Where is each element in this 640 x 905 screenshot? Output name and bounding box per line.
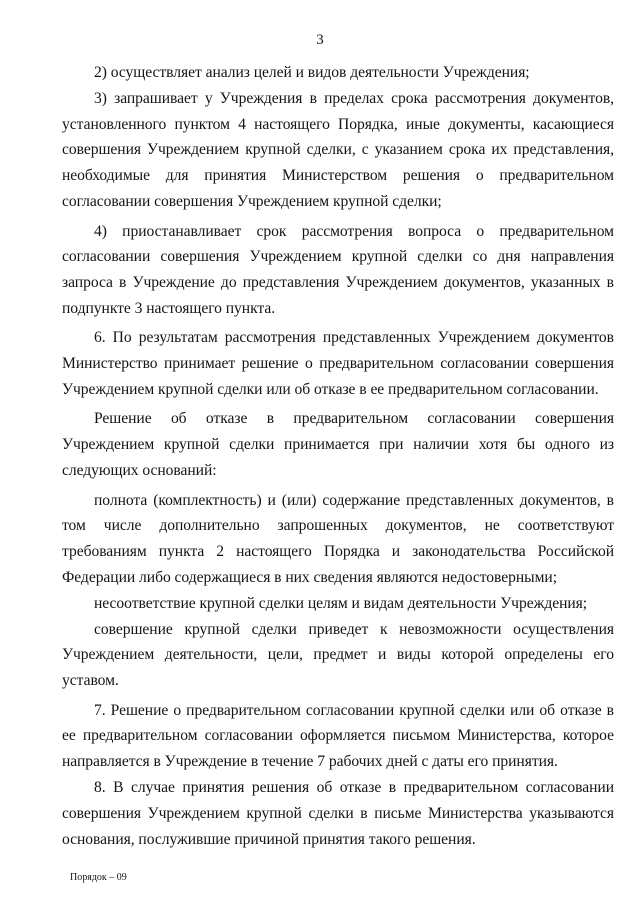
paragraph-ground-completeness: полнота (комплектность) и (или) содержание представленных документов, в том числе дополнительно запрошенных документов, не соответствуют требованиям пункта 2 настоящего Порядка и законодательства Российской Федерации либо содержащиеся в них сведения являются недостоверными;	[62, 491, 614, 586]
document-body	[62, 60, 614, 853]
paragraph-subitem-4: 4) приостанавливает срок рассмотрения вопроса о предварительном согласовании совершения Учреждением крупной сделки со дня направления запроса в Учреждение до представления Учреждением документов, указанных в подпункте 3 настоящего пункта.	[62, 222, 614, 317]
page-number: 3	[316, 32, 324, 48]
paragraph-ground-impossibility: совершение крупной сделки приведет к невозможности осуществления Учреждением деятельности, цели, предмет и виды которой определены его уставом.	[62, 620, 614, 690]
paragraph-ground-mismatch: несоответствие крупной сделки целям и видам деятельности Учреждения;	[94, 594, 588, 612]
paragraph-item-7: 7. Решение о предварительном согласовании крупной сделки или об отказе в ее предварительном согласовании оформляется письмом Министерства, которое направляется в Учреждение в течение 7 рабочих дней с даты его принятия.	[62, 701, 614, 771]
paragraph-subitem-2: 2) осуществляет анализ целей и видов деятельности Учреждения;	[94, 64, 530, 81]
footer-doc-code: Порядок – 09	[70, 872, 127, 883]
paragraph-item-8: 8. В случае принятия решения об отказе в предварительном согласовании совершения Учреждением крупной сделки в письме Министерства указываются основания, послужившие причиной принятия такого решения.	[62, 779, 614, 848]
paragraph-item-6: 6. По результатам рассмотрения представленных Учреждением документов Министерство принимает решение о предварительном согласовании совершения Учреждением крупной сделки или об отказе в ее предварительном согласовании.	[62, 329, 614, 398]
paragraph-subitem-3: 3) запрашивает у Учреждения в пределах срока рассмотрения документов, установленного пунктом 4 настоящего Порядка, иные документы, касающиеся совершения Учреждением крупной сделки, с указанием срока их представления, необходимые для принятия Министерством решения о предварительном согласовании совершения Учреждением крупной сделки;	[62, 90, 614, 210]
paragraph-refusal-grounds: Решение об отказе в предварительном согласовании совершения Учреждением крупной сделки принимается при наличии хотя бы одного из следующих оснований:	[62, 410, 614, 479]
